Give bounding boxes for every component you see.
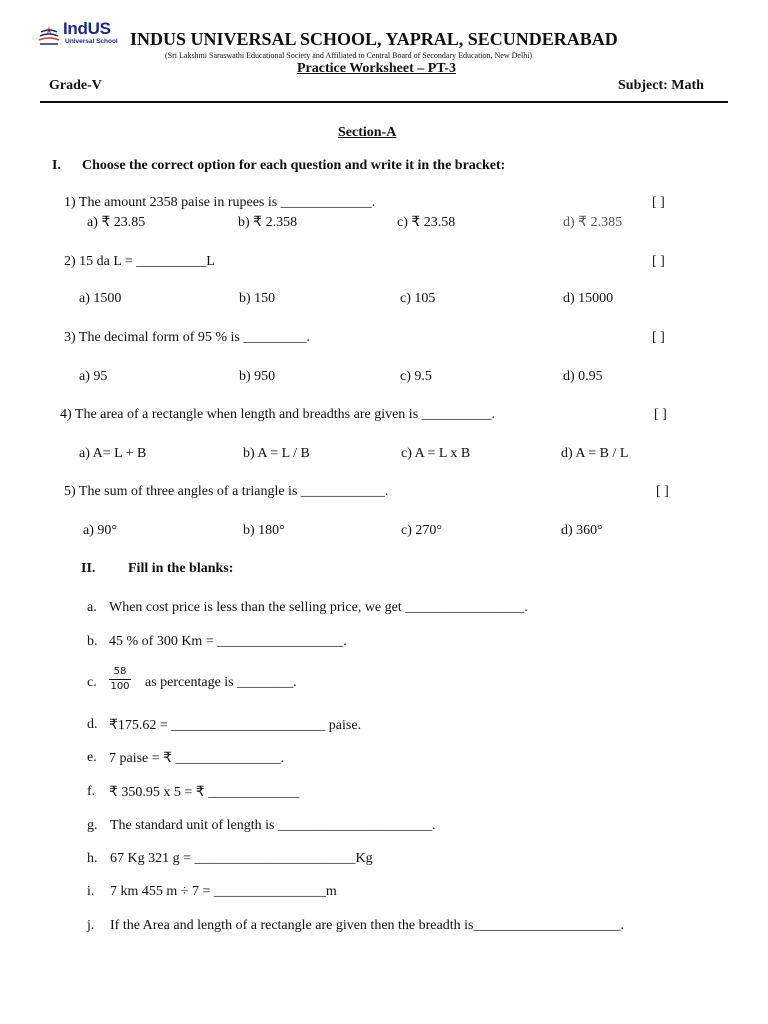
question-2-option-a: a) 1500 xyxy=(79,291,122,306)
part2-title: Fill in the blanks: xyxy=(128,561,234,576)
header-divider xyxy=(40,101,728,103)
fraction-bar xyxy=(109,679,131,680)
question-4-option-c: c) A = L x B xyxy=(401,446,471,461)
blank-i-text: 7 km 455 m ÷ 7 = ________________m xyxy=(110,884,337,899)
blank-c-letter: c. xyxy=(87,675,97,690)
question-1-option-a: a) ₹ 23.85 xyxy=(87,215,146,230)
question-5-text: 5) The sum of three angles of a triangle is ____________. xyxy=(64,484,389,499)
logo-wordmark: IndUS xyxy=(63,19,111,38)
question-5-option-d: d) 360° xyxy=(561,523,603,538)
blank-f-text: ₹ 350.95 x 5 = ₹ _____________ xyxy=(109,785,300,800)
question-4-option-b: b) A = L / B xyxy=(243,446,310,461)
question-1-text: 1) The amount 2358 paise in rupees is _____________. xyxy=(64,195,376,210)
blank-a-letter: a. xyxy=(87,600,97,615)
school-emblem-icon xyxy=(35,22,63,50)
question-4-option-a: a) A= L + B xyxy=(79,446,147,461)
grade-label: Grade-V xyxy=(49,78,102,93)
question-2-option-d: d) 15000 xyxy=(563,291,614,306)
fraction-58-over-100 xyxy=(109,666,131,693)
question-2-option-b: b) 150 xyxy=(239,291,276,306)
blank-e-letter: e. xyxy=(87,750,97,765)
subject-label: Subject: Math xyxy=(618,78,704,93)
question-3-option-d: d) 0.95 xyxy=(563,369,603,384)
question-5-option-b: b) 180° xyxy=(243,523,285,538)
blank-j-text: If the Area and length of a rectangle are given then the breadth is_____________________. xyxy=(110,918,624,933)
blank-f-letter: f. xyxy=(87,784,96,799)
question-5-option-c: c) 270° xyxy=(401,523,442,538)
blank-j-letter: j. xyxy=(87,918,95,933)
question-2-text: 2) 15 da L = __________L xyxy=(64,254,215,269)
blank-h-text: 67 Kg 321 g = _______________________Kg xyxy=(110,851,373,866)
blank-d-text: ₹175.62 = ______________________ paise. xyxy=(109,718,362,733)
question-1-option-d: d) ₹ 2.385 xyxy=(563,215,623,230)
blank-c-text: as percentage is ________. xyxy=(145,675,297,690)
question-4-text: 4) The area of a rectangle when length and breadths are given is __________. xyxy=(60,407,496,422)
question-2-option-c: c) 105 xyxy=(400,291,436,306)
question-3-answer-bracket[interactable]: [ ] xyxy=(652,330,665,345)
fraction-numerator: 58 xyxy=(113,666,127,677)
school-name: INDUS UNIVERSAL SCHOOL, YAPRAL, SECUNDERABAD xyxy=(130,29,618,49)
part1-instruction: Choose the correct option for each question and write it in the bracket: xyxy=(82,158,506,173)
blank-e-text: 7 paise = ₹ _______________. xyxy=(109,751,285,766)
blank-d-letter: d. xyxy=(87,717,98,732)
logo-subtitle: Universal School xyxy=(65,38,118,45)
question-1-option-b: b) ₹ 2.358 xyxy=(238,215,298,230)
question-2-answer-bracket[interactable]: [ ] xyxy=(652,254,665,269)
worksheet-title: Practice Worksheet – PT-3 xyxy=(297,61,457,76)
question-3-option-a: a) 95 xyxy=(79,369,108,384)
question-1-answer-bracket[interactable]: [ ] xyxy=(652,195,665,210)
question-1-option-c: c) ₹ 23.58 xyxy=(397,215,456,230)
question-3-option-c: c) 9.5 xyxy=(400,369,432,384)
part2-numeral: II. xyxy=(81,561,96,576)
question-3-text: 3) The decimal form of 95 % is _________. xyxy=(64,330,310,345)
affiliation-line: (Sri Lakshmi Saraswathi Educational Society and Affiliated to Central Board of Secondary Education, New Delhi) xyxy=(165,51,533,60)
blank-h-letter: h. xyxy=(87,851,98,866)
blank-g-text: The standard unit of length is ______________________. xyxy=(110,818,436,833)
fraction-denominator: 100 xyxy=(110,681,130,692)
question-5-option-a: a) 90° xyxy=(83,523,117,538)
section-title: Section-A xyxy=(338,125,397,140)
part1-numeral: I. xyxy=(52,158,61,173)
question-5-answer-bracket[interactable]: [ ] xyxy=(656,484,669,499)
school-logo xyxy=(35,19,120,50)
question-3-option-b: b) 950 xyxy=(239,369,276,384)
question-4-option-d: d) A = B / L xyxy=(561,446,629,461)
blank-g-letter: g. xyxy=(87,818,98,833)
question-4-answer-bracket[interactable]: [ ] xyxy=(654,407,667,422)
blank-a-text: When cost price is less than the selling price, we get _________________. xyxy=(109,600,528,615)
blank-b-letter: b. xyxy=(87,634,98,649)
blank-b-text: 45 % of 300 Km = __________________. xyxy=(109,634,347,649)
blank-i-letter: i. xyxy=(87,884,95,899)
